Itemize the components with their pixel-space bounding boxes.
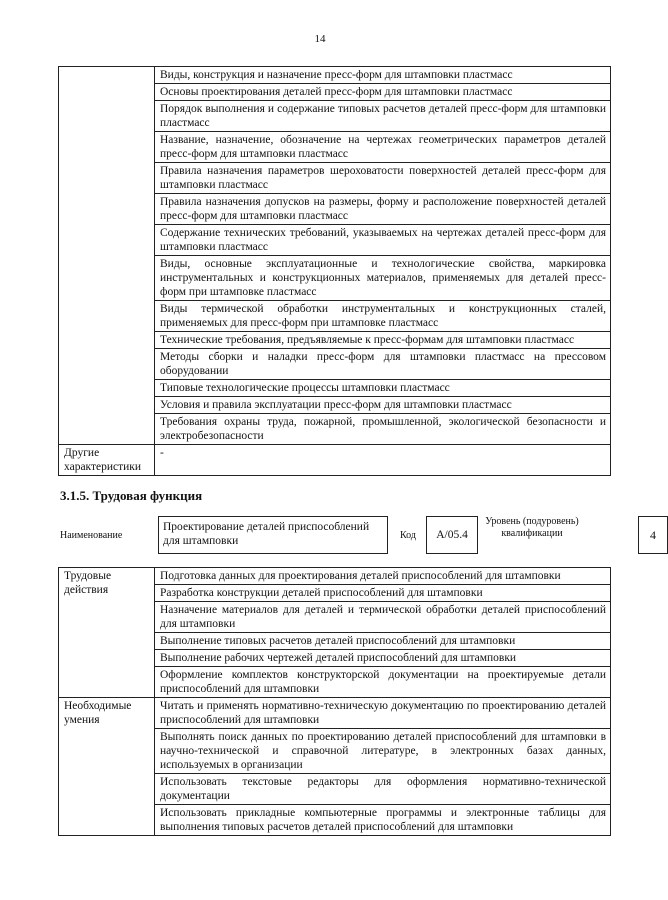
knowledge-item: Порядок выполнения и содержание типовых расчетов деталей пресс-форм для штамповки пластмасс — [155, 101, 611, 132]
function-table — [58, 567, 611, 836]
function-code-label: Код — [400, 530, 416, 541]
table-row — [59, 67, 611, 84]
action-item: Выполнение рабочих чертежей деталей приспособлений для штамповки — [155, 650, 611, 667]
knowledge-item: Содержание технических требований, указываемых на чертежах деталей пресс-форм для штамповки пластмасс — [155, 225, 611, 256]
other-characteristics-value: - — [155, 445, 611, 476]
function-name-value: Проектирование деталей приспособлений для штамповки — [158, 516, 388, 554]
knowledge-item: Виды, конструкция и назначение пресс-форм для штамповки пластмасс — [155, 67, 611, 84]
action-item: Подготовка данных для проектирования деталей приспособлений для штамповки — [155, 568, 611, 585]
knowledge-item: Правила назначения допусков на размеры, форму и расположение поверхностей деталей пресс-форм для штамповки пластмасс — [155, 194, 611, 225]
other-characteristics-label: Другие характеристики — [59, 445, 155, 476]
table-row — [59, 445, 611, 476]
skill-item: Использовать текстовые редакторы для оформления нормативно-технической документации — [155, 774, 611, 805]
action-item: Разработка конструкции деталей приспособлений для штамповки — [155, 585, 611, 602]
knowledge-item: Типовые технологические процессы штамповки пластмасс — [155, 380, 611, 397]
table-row — [59, 568, 611, 585]
function-header — [58, 514, 656, 558]
knowledge-item: Технические требования, предъявляемые к пресс-формам для штамповки пластмасс — [155, 332, 611, 349]
action-item: Оформление комплектов конструкторской документации на проектируемые детали приспособлений для штамповки — [155, 667, 611, 698]
action-item: Выполнение типовых расчетов деталей приспособлений для штамповки — [155, 633, 611, 650]
qualification-level-label: Уровень (подуровень) квалификации — [485, 516, 579, 539]
page-number: 14 — [314, 33, 326, 45]
table-row — [59, 698, 611, 729]
skill-item: Использовать прикладные компьютерные программы и электронные таблицы для выполнения типовых расчетов деталей приспособлений для штамповки — [155, 805, 611, 836]
qualification-level-value: 4 — [638, 516, 668, 554]
knowledge-item: Правила назначения параметров шероховатости поверхностей деталей пресс-форм для штамповки пластмасс — [155, 163, 611, 194]
action-item: Назначение материалов для деталей и термической обработки деталей приспособлений для штамповки — [155, 602, 611, 633]
knowledge-table — [58, 66, 611, 476]
function-name-label: Наименование — [60, 530, 123, 541]
knowledge-item: Название, назначение, обозначение на чертежах геометрических параметров деталей пресс-форм для штамповки пластмасс — [155, 132, 611, 163]
knowledge-label-cell — [59, 67, 155, 445]
knowledge-item: Виды термической обработки инструментальных и конструкционных сталей, применяемых для пресс-форм при штамповке пластмасс — [155, 301, 611, 332]
knowledge-item: Виды, основные эксплуатационные и технологические свойства, маркировка инструментальных и конструкционных материалов, применяемых для деталей пресс-форм при штамповке пластмасс — [155, 256, 611, 301]
function-code-value: А/05.4 — [426, 516, 478, 554]
knowledge-item: Требования охраны труда, пожарной, промышленной, экологической безопасности и электробезопасности — [155, 414, 611, 445]
skill-item: Читать и применять нормативно-техническую документацию по проектированию деталей приспособлений для штамповки — [155, 698, 611, 729]
actions-label: Трудовые действия — [59, 568, 155, 698]
knowledge-item: Методы сборки и наладки пресс-форм для штамповки пластмасс на прессовом оборудовании — [155, 349, 611, 380]
skill-item: Выполнять поиск данных по проектированию деталей приспособлений для штамповки в научно-технической и справочной литературе, в электронных базах данных, используемых в организации — [155, 729, 611, 774]
section-title: 3.1.5. Трудовая функция — [60, 488, 203, 503]
knowledge-item: Условия и правила эксплуатации пресс-форм для штамповки пластмасс — [155, 397, 611, 414]
knowledge-item: Основы проектирования деталей пресс-форм для штамповки пластмасс — [155, 84, 611, 101]
skills-label: Необходимые умения — [59, 698, 155, 836]
